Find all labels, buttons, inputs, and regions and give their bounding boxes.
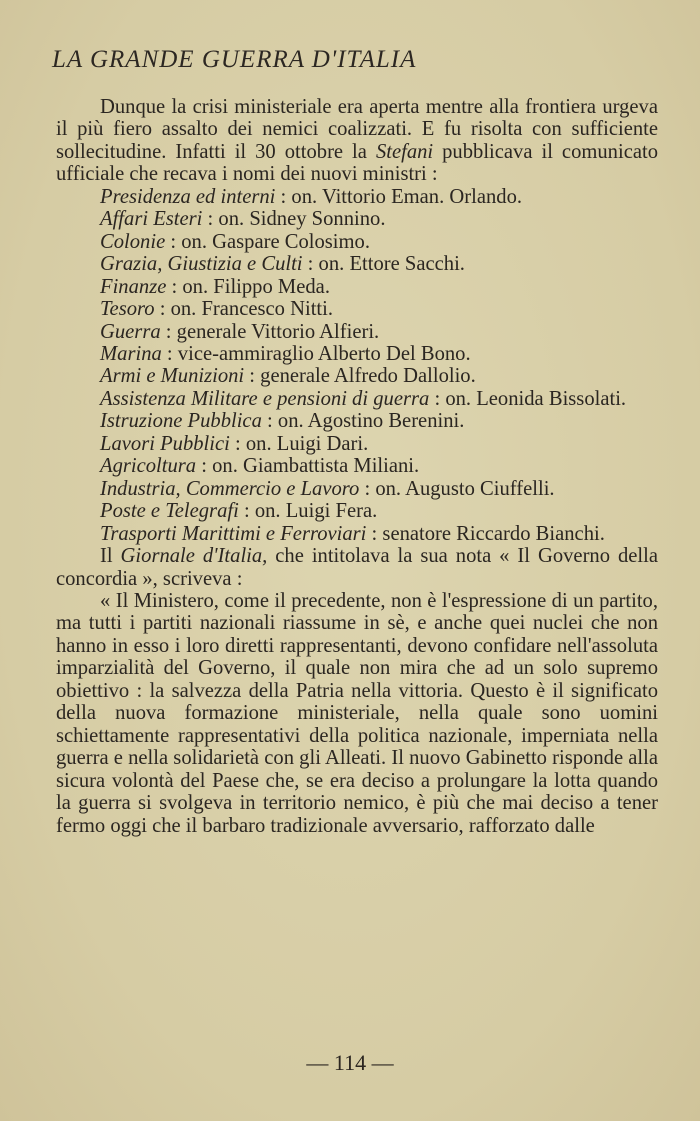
minister-name: : on. Giambattista Miliani. <box>196 455 420 478</box>
minister-name: : generale Vittorio Alfieri. <box>160 320 380 343</box>
minister-name: : on. Luigi Fera. <box>238 500 378 523</box>
ministry-label: Grazia, Giustizia e Culti <box>100 253 303 276</box>
ministry-label: Guerra <box>100 320 161 343</box>
page-body <box>56 96 658 837</box>
minister-name: : senatore Riccardo Bianchi. <box>366 522 605 545</box>
quote-paragraph: « Il Ministero, come il precedente, non è l'espressione di un partito, ma tutti i partiti nazionali riassume in sè, e anche quei nuclei che non hanno in esso i loro diretti rappresentanti, devono confidare nell'assoluta imparzialità del Governo, il quale non mira che ad un solo supremo obiettivo : la salvezza della Patria nella vittoria. Questo è il significato della nuova formazione ministeriale, nella quale sono uomini schiettamente rappresentativi della politica nazionale, imperniata nella guerra e nella solidarietà con gli Alleati. Il nuovo Gabinetto risponde alla sicura volontà del Paese che, se era deciso a prolungare la lotta quando la guerra si svolgeva in territorio nemico, è più che mai deciso a tener fermo oggi che il barbaro tradizionale avversario, rafforzato dalle <box>56 589 658 837</box>
minister-entry <box>56 343 658 365</box>
minister-name: : on. Gaspare Colosimo. <box>165 230 370 253</box>
minister-entry <box>56 321 658 343</box>
giornale-paragraph <box>56 545 658 590</box>
minister-entry <box>56 410 658 432</box>
minister-entry <box>56 523 658 545</box>
minister-entry <box>56 388 658 410</box>
minister-name: : on. Francesco Nitti. <box>154 298 334 321</box>
intro-paragraph <box>56 96 658 186</box>
minister-entry <box>56 455 658 477</box>
ministry-label: Lavori Pubblici <box>100 432 230 455</box>
ministry-label: Finanze <box>100 275 167 298</box>
minister-name: : on. Filippo Meda. <box>166 275 330 298</box>
minister-name: : on. Ettore Sacchi. <box>302 253 465 276</box>
giornale-text-after: che intitolava la sua nota « Il Governo della concordia », scriveva : <box>56 545 658 590</box>
giornale-text: Il <box>100 545 121 568</box>
minister-entry <box>56 253 658 275</box>
ministry-label: Colonie <box>100 230 166 253</box>
minister-name: : on. Luigi Dari. <box>229 432 369 455</box>
minister-entry <box>56 478 658 500</box>
minister-entry <box>56 208 658 230</box>
running-title: LA GRANDE GUERRA D'ITALIA <box>52 46 417 73</box>
minister-entry <box>56 365 658 387</box>
page-number: — 114 — <box>306 1050 394 1075</box>
ministry-label: Trasporti Marittimi e Ferroviari <box>100 522 367 545</box>
minister-name: : on. Sidney Sonnino. <box>202 208 386 231</box>
intro-text-after: pubblicava il comunicato ufficiale che recava i nomi dei nuovi ministri : <box>56 140 659 186</box>
ministry-label: Marina <box>100 342 162 365</box>
newspaper-title: Giornale d'Italia, <box>120 545 268 568</box>
intro-text: Dunque la crisi ministeriale era aperta mentre alla frontiera urgeva il più fiero assalto dei nemici coalizzati. E fu risolta con sufficiente sollecitudine. Infatti il 30 ottobre la <box>56 96 658 163</box>
ministry-label: Affari Esteri <box>100 208 203 231</box>
ministry-label: Assistenza Militare e pensioni di guerra <box>100 387 430 410</box>
minister-entry <box>56 500 658 522</box>
ministry-label: Poste e Telegrafi <box>100 500 239 523</box>
ministry-label: Armi e Munizioni <box>100 365 245 388</box>
minister-entry <box>56 433 658 455</box>
ministry-label: Tesoro <box>100 298 155 321</box>
minister-entry <box>56 276 658 298</box>
minister-name: : on. Leonida Bissolati. <box>429 387 627 410</box>
minister-name: : on. Agostino Berenini. <box>261 410 465 433</box>
minister-name: : generale Alfredo Dallolio. <box>244 365 476 388</box>
ministry-label: Presidenza ed interni <box>100 185 276 208</box>
minister-entry <box>56 186 658 208</box>
minister-name: : on. Vittorio Eman. Orlando. <box>275 185 523 208</box>
minister-name: : on. Augusto Ciuffelli. <box>359 477 555 500</box>
ministry-label: Industria, Commercio e Lavoro <box>100 477 360 500</box>
ministry-label: Istruzione Pubblica <box>100 410 262 433</box>
minister-name: : vice-ammiraglio Alberto Del Bono. <box>161 342 471 365</box>
intro-italic: Stefani <box>375 140 434 163</box>
minister-entry <box>56 298 658 320</box>
ministry-label: Agricoltura <box>100 455 197 478</box>
minister-entry <box>56 231 658 253</box>
